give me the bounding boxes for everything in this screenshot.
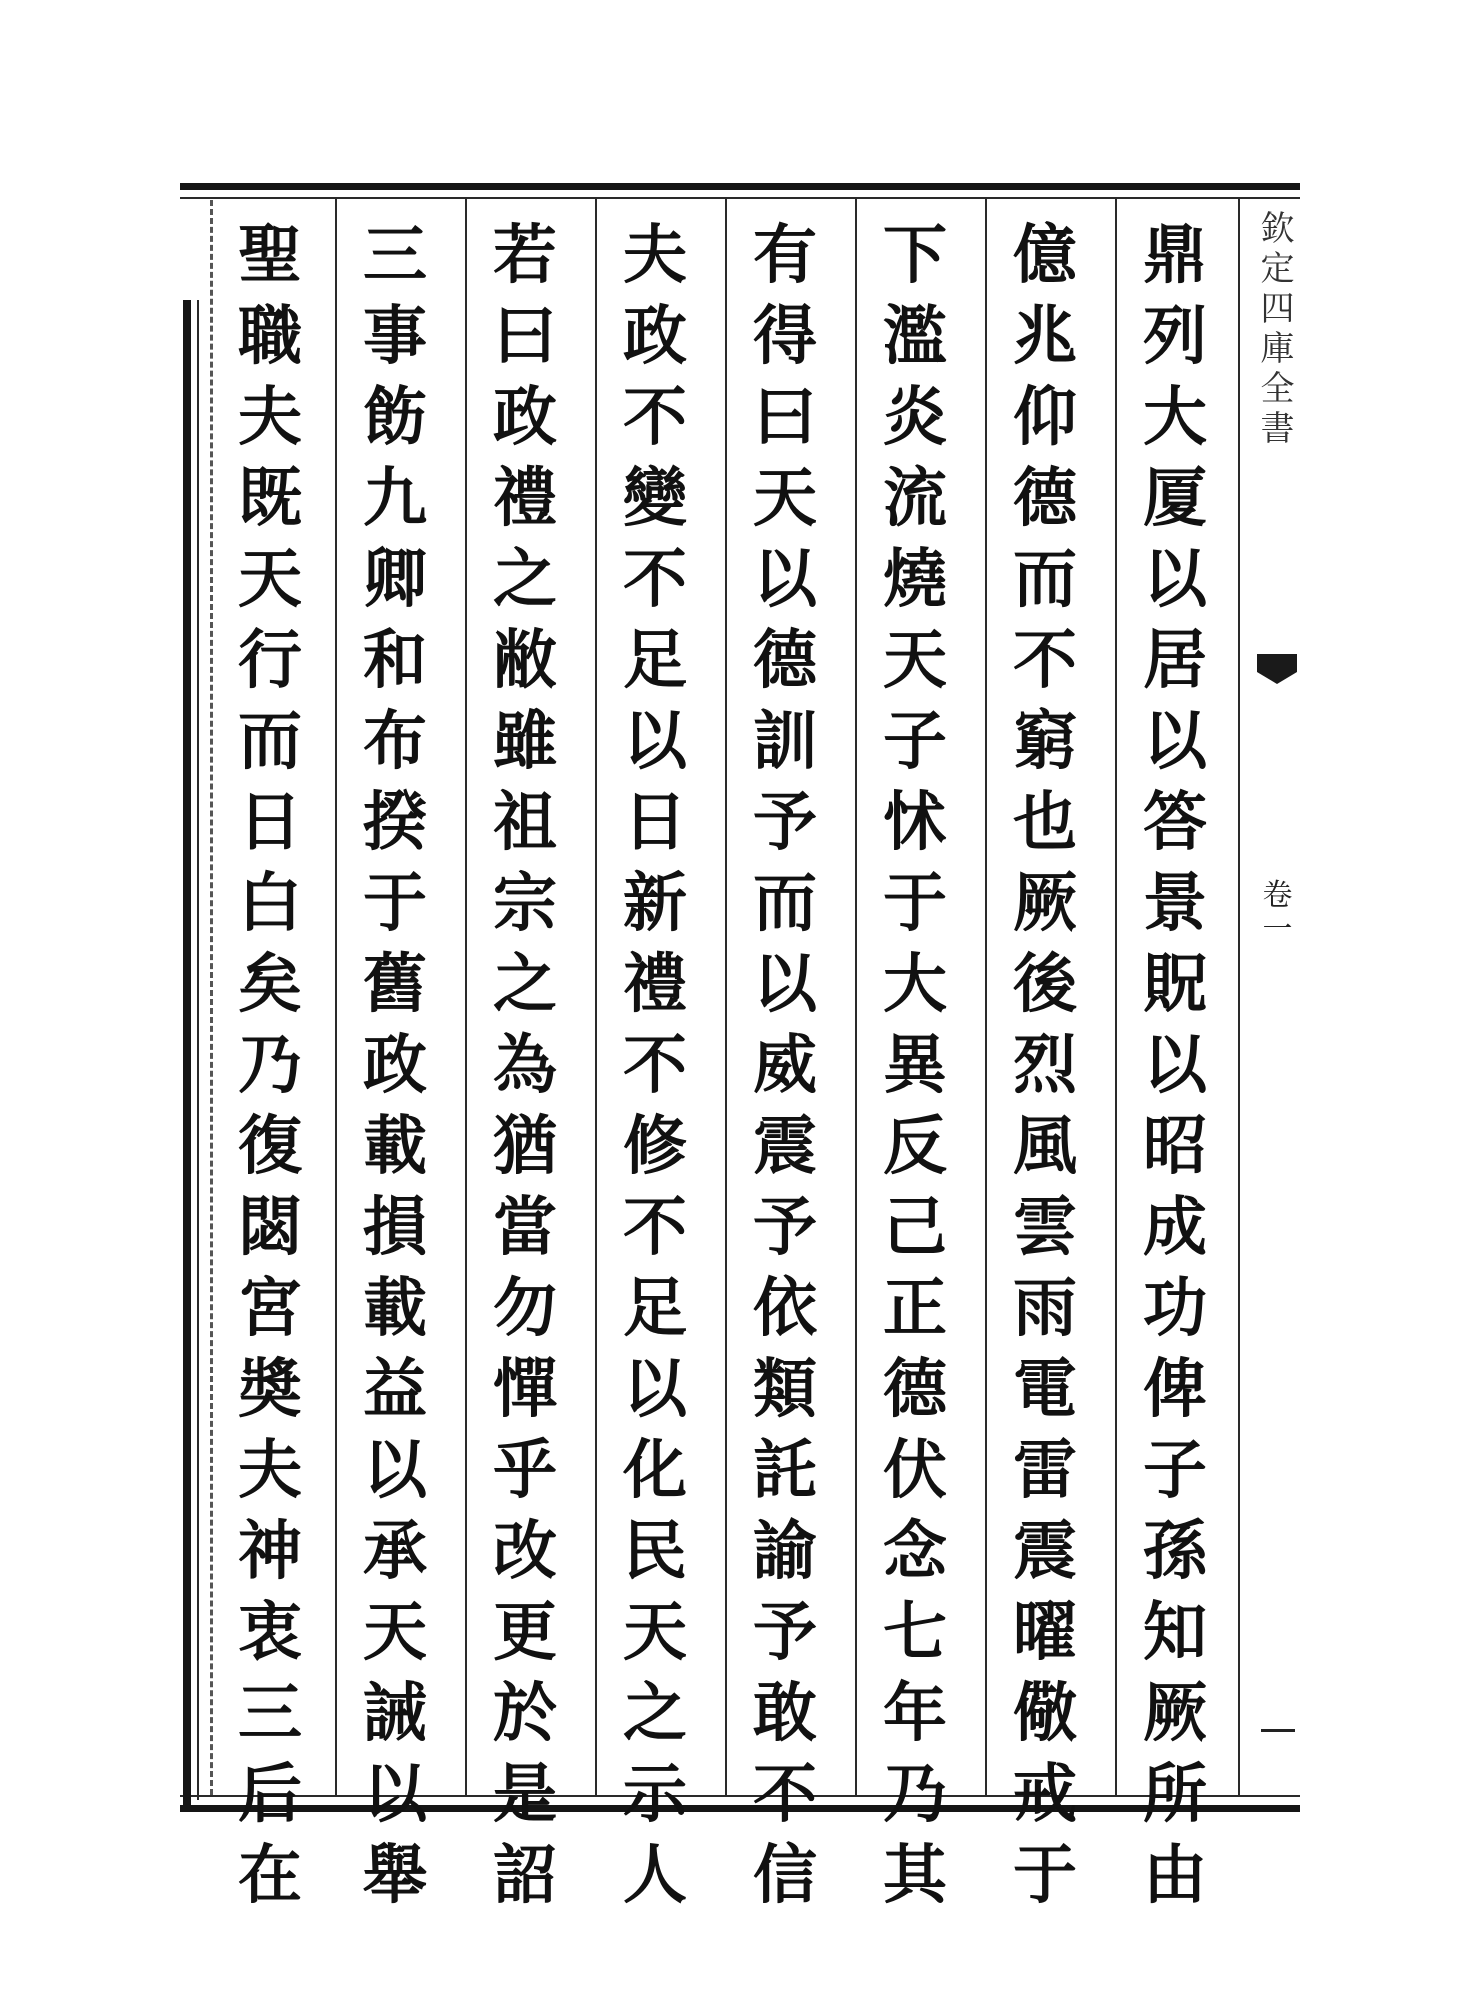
text-char: 禮	[493, 461, 557, 536]
text-char: 於	[493, 1676, 557, 1751]
text-char: 以	[1143, 704, 1207, 779]
text-char: 戒	[1013, 1757, 1077, 1832]
text-char: 信	[753, 1838, 817, 1913]
text-char: 以	[1143, 542, 1207, 617]
banxin-char: 庫	[1260, 329, 1295, 369]
text-char: 功	[1143, 1271, 1207, 1346]
text-column-4	[730, 215, 840, 1913]
text-char: 乃	[883, 1757, 947, 1832]
text-char: 景	[1143, 866, 1207, 941]
text-char: 以	[1143, 1028, 1207, 1103]
text-char: 烈	[1013, 1028, 1077, 1103]
text-char: 訓	[753, 704, 817, 779]
column-rule	[1115, 199, 1117, 1796]
text-char: 大	[1143, 380, 1207, 455]
text-char: 宮	[238, 1271, 302, 1346]
text-char: 德	[753, 623, 817, 698]
text-char: 德	[883, 1352, 947, 1427]
text-char: 猶	[493, 1109, 557, 1184]
text-char: 夫	[623, 218, 687, 293]
text-char: 若	[493, 218, 557, 293]
text-char: 炎	[883, 380, 947, 455]
text-column-6	[470, 215, 580, 1913]
text-char: 后	[238, 1757, 302, 1832]
text-char: 曰	[753, 380, 817, 455]
text-char: 貺	[1143, 947, 1207, 1022]
column-rule	[465, 199, 467, 1796]
text-char: 以	[363, 1433, 427, 1508]
text-char: 和	[363, 623, 427, 698]
text-char: 曜	[1013, 1595, 1077, 1670]
text-char: 憚	[493, 1352, 557, 1427]
text-char: 為	[493, 1028, 557, 1103]
banxin-char: 欽	[1260, 209, 1295, 249]
text-char: 于	[883, 866, 947, 941]
text-char: 日	[238, 785, 302, 860]
text-char: 大	[883, 947, 947, 1022]
text-char: 所	[1143, 1757, 1207, 1832]
text-char: 天	[363, 1595, 427, 1670]
text-char: 乃	[238, 1028, 302, 1103]
text-char: 年	[883, 1676, 947, 1751]
text-char: 不	[1013, 623, 1077, 698]
text-char: 誡	[363, 1676, 427, 1751]
text-char: 載	[363, 1271, 427, 1346]
column-rule	[1238, 199, 1240, 1796]
text-char: 依	[753, 1271, 817, 1346]
banxin-char: 定	[1260, 249, 1295, 289]
text-char: 怵	[883, 785, 947, 860]
text-column-8	[215, 215, 325, 1913]
text-char: 禮	[623, 947, 687, 1022]
text-char: 而	[753, 866, 817, 941]
text-char: 己	[883, 1190, 947, 1265]
text-char: 以	[753, 542, 817, 617]
text-char: 雲	[1013, 1190, 1077, 1265]
text-char: 祖	[493, 785, 557, 860]
text-char: 改	[493, 1514, 557, 1589]
text-char: 新	[623, 866, 687, 941]
text-char: 奬	[238, 1352, 302, 1427]
frame-top-inner-border	[180, 197, 1300, 199]
text-char: 居	[1143, 623, 1207, 698]
text-char: 神	[238, 1514, 302, 1589]
banxin-char: 一	[1262, 912, 1293, 947]
text-char: 舊	[363, 947, 427, 1022]
text-char: 有	[753, 218, 817, 293]
text-char: 正	[883, 1271, 947, 1346]
text-char: 知	[1143, 1595, 1207, 1670]
text-char: 于	[363, 866, 427, 941]
banxin-char: 全	[1260, 369, 1295, 409]
text-char: 于	[1013, 1838, 1077, 1913]
text-char: 威	[753, 1028, 817, 1103]
text-column-2	[990, 215, 1100, 1913]
text-char: 承	[363, 1514, 427, 1589]
text-char: 宗	[493, 866, 557, 941]
text-column-3	[860, 215, 970, 1913]
text-char: 列	[1143, 299, 1207, 374]
banxin-char: 卷	[1262, 878, 1293, 913]
text-char: 流	[883, 461, 947, 536]
text-char: 予	[753, 1190, 817, 1265]
text-char: 託	[753, 1433, 817, 1508]
text-char: 既	[238, 461, 302, 536]
text-char: 是	[493, 1757, 557, 1832]
banxin-juan-label	[1255, 879, 1300, 947]
text-char: 其	[883, 1838, 947, 1913]
text-char: 得	[753, 299, 817, 374]
text-char: 之	[493, 542, 557, 617]
text-char: 更	[493, 1595, 557, 1670]
text-char: 勿	[493, 1271, 557, 1346]
text-column-5	[600, 215, 710, 1913]
text-char: 孫	[1143, 1514, 1207, 1589]
text-char: 也	[1013, 785, 1077, 860]
text-char: 以	[753, 947, 817, 1022]
text-char: 德	[1013, 461, 1077, 536]
banxin-char: 書	[1260, 409, 1295, 449]
frame-left-dashed-rule	[210, 200, 213, 1795]
text-char: 以	[363, 1757, 427, 1832]
text-char: 夫	[238, 1433, 302, 1508]
text-char: 成	[1143, 1190, 1207, 1265]
text-char: 在	[238, 1838, 302, 1913]
text-char: 夫	[238, 380, 302, 455]
text-char: 益	[363, 1352, 427, 1427]
text-char: 厦	[1143, 461, 1207, 536]
column-rule	[725, 199, 727, 1796]
text-char: 濫	[883, 299, 947, 374]
text-char: 伏	[883, 1433, 947, 1508]
text-char: 下	[883, 218, 947, 293]
text-char: 雨	[1013, 1271, 1077, 1346]
text-char: 事	[363, 299, 427, 374]
banxin-margin	[1255, 199, 1300, 1796]
fish-tail-mark-icon	[1257, 654, 1297, 684]
text-char: 不	[753, 1757, 817, 1832]
text-char: 電	[1013, 1352, 1077, 1427]
frame-left-border	[183, 300, 191, 1810]
text-char: 日	[623, 785, 687, 860]
text-char: 舉	[363, 1838, 427, 1913]
frame-left-inner-border	[197, 300, 199, 1800]
text-char: 乎	[493, 1433, 557, 1508]
text-char: 不	[623, 542, 687, 617]
text-column-7	[340, 215, 450, 1913]
text-char: 以	[623, 704, 687, 779]
text-char: 不	[623, 1028, 687, 1103]
text-char: 予	[753, 1595, 817, 1670]
text-char: 足	[623, 623, 687, 698]
text-char: 化	[623, 1433, 687, 1508]
text-char: 仰	[1013, 380, 1077, 455]
text-char: 異	[883, 1028, 947, 1103]
text-char: 天	[238, 542, 302, 617]
text-char: 天	[623, 1595, 687, 1670]
text-char: 載	[363, 1109, 427, 1184]
text-char: 布	[363, 704, 427, 779]
text-char: 燒	[883, 542, 947, 617]
text-char: 雖	[493, 704, 557, 779]
text-char: 不	[623, 380, 687, 455]
text-char: 職	[238, 299, 302, 374]
text-char: 之	[623, 1676, 687, 1751]
text-char: 敝	[493, 623, 557, 698]
text-char: 震	[753, 1109, 817, 1184]
text-char: 雷	[1013, 1433, 1077, 1508]
column-rule	[595, 199, 597, 1796]
text-char: 閟	[238, 1190, 302, 1265]
column-rule	[335, 199, 337, 1796]
text-char: 九	[363, 461, 427, 536]
text-char: 類	[753, 1352, 817, 1427]
text-char: 足	[623, 1271, 687, 1346]
text-char: 損	[363, 1190, 427, 1265]
text-char: 政	[493, 380, 557, 455]
text-char: 念	[883, 1514, 947, 1589]
text-char: 震	[1013, 1514, 1077, 1589]
text-char: 示	[623, 1757, 687, 1832]
text-char: 由	[1143, 1838, 1207, 1913]
text-char: 諭	[753, 1514, 817, 1589]
text-char: 敢	[753, 1676, 817, 1751]
text-char: 變	[623, 461, 687, 536]
text-char: 聖	[238, 218, 302, 293]
text-column-1	[1120, 215, 1230, 1913]
text-char: 詔	[493, 1838, 557, 1913]
banxin-page-mark	[1261, 1729, 1295, 1732]
text-char: 子	[1143, 1433, 1207, 1508]
text-char: 之	[493, 947, 557, 1022]
text-char: 兆	[1013, 299, 1077, 374]
text-char: 不	[623, 1190, 687, 1265]
text-char: 天	[753, 461, 817, 536]
text-char: 厥	[1013, 866, 1077, 941]
text-char: 行	[238, 623, 302, 698]
text-char: 衷	[238, 1595, 302, 1670]
text-char: 政	[363, 1028, 427, 1103]
text-char: 三	[363, 218, 427, 293]
column-rule	[985, 199, 987, 1796]
text-char: 飭	[363, 380, 427, 455]
text-char: 七	[883, 1595, 947, 1670]
banxin-char: 四	[1260, 289, 1295, 329]
text-char: 矣	[238, 947, 302, 1022]
text-char: 俾	[1143, 1352, 1207, 1427]
text-char: 鼎	[1143, 218, 1207, 293]
text-char: 厥	[1143, 1676, 1207, 1751]
text-char: 子	[883, 704, 947, 779]
text-char: 而	[238, 704, 302, 779]
banxin-title	[1255, 209, 1300, 449]
text-char: 復	[238, 1109, 302, 1184]
text-char: 後	[1013, 947, 1077, 1022]
text-char: 反	[883, 1109, 947, 1184]
text-char: 卿	[363, 542, 427, 617]
text-char: 窮	[1013, 704, 1077, 779]
text-char: 政	[623, 299, 687, 374]
text-char: 以	[623, 1352, 687, 1427]
text-char: 當	[493, 1190, 557, 1265]
text-char: 白	[238, 866, 302, 941]
frame-top-border	[180, 183, 1300, 190]
text-char: 民	[623, 1514, 687, 1589]
text-char: 予	[753, 785, 817, 860]
text-char: 修	[623, 1109, 687, 1184]
text-char: 昭	[1143, 1109, 1207, 1184]
text-char: 答	[1143, 785, 1207, 860]
column-rule	[855, 199, 857, 1796]
text-char: 曰	[493, 299, 557, 374]
text-char: 揆	[363, 785, 427, 860]
text-char: 而	[1013, 542, 1077, 617]
text-char: 風	[1013, 1109, 1077, 1184]
text-char: 人	[623, 1838, 687, 1913]
text-char: 儆	[1013, 1676, 1077, 1751]
text-char: 億	[1013, 218, 1077, 293]
text-char: 三	[238, 1676, 302, 1751]
text-char: 天	[883, 623, 947, 698]
